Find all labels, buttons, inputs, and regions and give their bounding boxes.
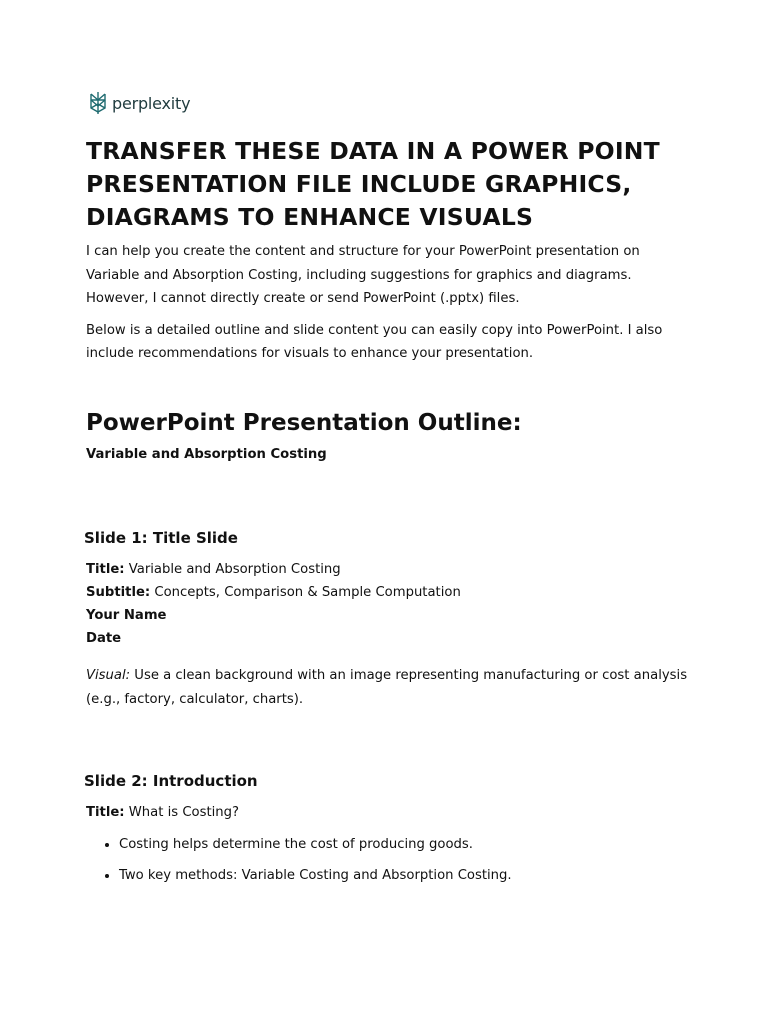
slide1-subtitle-line: Subtitle: Concepts, Comparison & Sample Computation (86, 584, 461, 600)
slide1-visual: Visual: Use a clean background with an image representing manufacturing or cost analysis (e.g., factory, calculator, charts). (86, 668, 688, 707)
slide1-heading: Slide 1: Title Slide (84, 528, 238, 547)
slide2-title-line: Title: What is Costing? (86, 805, 240, 821)
intro-paragraph-2: Below is a detailed outline and slide content you can easily copy into PowerPoint. I also include recommendations for visuals to enhance your presentation. (86, 322, 663, 361)
slide2-heading: Slide 2: Introduction (84, 772, 258, 791)
slide1-title-line: Title: Variable and Absorption Costing (86, 561, 341, 577)
brand-name: perplexity (112, 93, 191, 113)
list-item: • Costing helps determine the cost of producing goods. (119, 829, 696, 861)
perplexity-logo-icon (88, 91, 108, 115)
document-title: TRANSFER THESE DATA IN A POWER POINT PRESENTATION FILE INCLUDE GRAPHICS, DIAGRAMS TO ENHANCE VISUALS (86, 137, 660, 231)
outline-subheading: Variable and Absorption Costing (86, 446, 327, 462)
list-item: • Two key methods: Variable Costing and Absorption Costing. (119, 860, 696, 892)
slide1-details (86, 558, 696, 651)
intro-paragraph-1: I can help you create the content and structure for your PowerPoint presentation on Variable and Absorption Costing, including suggestions for graphics and diagrams. However, I cannot directly create or send PowerPoint (.pptx) files. (86, 244, 640, 306)
document-page (86, 90, 696, 892)
outline-heading: PowerPoint Presentation Outline: (86, 409, 522, 436)
slide1-name-line: Your Name (86, 607, 167, 623)
slide1-date-line: Date (86, 631, 122, 647)
slide2-bullet-list (86, 829, 696, 892)
brand-logo (88, 90, 696, 116)
